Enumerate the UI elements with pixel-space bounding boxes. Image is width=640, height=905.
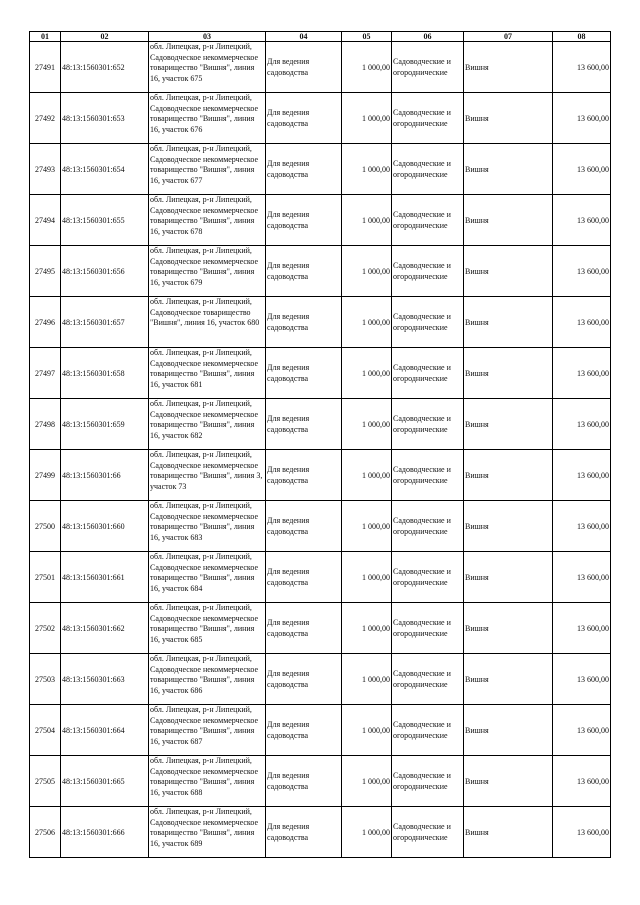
- address-cell: [149, 807, 266, 858]
- cadastral-value: 13 600,00: [577, 368, 609, 378]
- address: обл. Липецкая, р-н Липецкий, Садоводческое товарищество "Вишня", линия 16, участок 680: [150, 297, 260, 327]
- cadastral-number-cell: [61, 195, 149, 246]
- category-cell: [392, 246, 464, 297]
- area: 1 000,00: [362, 623, 390, 633]
- settlement-name-cell: [464, 93, 553, 144]
- cadastral-number-cell: [61, 807, 149, 858]
- cadastral-value: 13 600,00: [577, 470, 609, 480]
- settlement-name: Вишня: [465, 164, 489, 174]
- cadastral-number: 48:13:1560301:655: [62, 215, 125, 225]
- table-row: [30, 42, 611, 93]
- cadastral-number-cell: [61, 399, 149, 450]
- category: Садоводческие и огороднические: [393, 414, 451, 434]
- land-registry-table: [29, 31, 611, 858]
- cadastral-number-cell: [61, 501, 149, 552]
- category-cell: [392, 144, 464, 195]
- cadastral-number-cell: [61, 705, 149, 756]
- address-cell: [149, 348, 266, 399]
- cadastral-value: 13 600,00: [577, 113, 609, 123]
- address: обл. Липецкая, р-н Липецкий, Садоводческое некоммерческое товарищество "Вишня", линия 16, участок 685: [150, 603, 259, 644]
- cadastral-value-cell: [553, 654, 611, 705]
- cadastral-number-cell: [61, 450, 149, 501]
- area: 1 000,00: [362, 266, 390, 276]
- area-cell: [342, 297, 392, 348]
- cadastral-value-cell: [553, 450, 611, 501]
- permitted-use-cell: [266, 42, 342, 93]
- row-number-cell: [30, 195, 61, 246]
- address-cell: [149, 246, 266, 297]
- address-cell: [149, 42, 266, 93]
- cadastral-number-cell: [61, 348, 149, 399]
- category-cell: [392, 501, 464, 552]
- cadastral-number: 48:13:1560301:652: [62, 62, 125, 72]
- row-number: 27504: [35, 725, 55, 735]
- row-number-cell: [30, 348, 61, 399]
- row-number: 27506: [35, 827, 55, 837]
- address: обл. Липецкая, р-н Липецкий, Садоводческое некоммерческое товарищество "Вишня", линия 16, участок 682: [150, 399, 259, 440]
- table-row: [30, 501, 611, 552]
- settlement-name: Вишня: [465, 419, 489, 429]
- address: обл. Липецкая, р-н Липецкий, Садоводческое некоммерческое товарищество "Вишня", линия 3, участок 73: [150, 450, 263, 491]
- category-cell: [392, 195, 464, 246]
- table-row: [30, 450, 611, 501]
- permitted-use-cell: [266, 654, 342, 705]
- permitted-use: Для ведения садоводства: [267, 822, 310, 842]
- category-cell: [392, 705, 464, 756]
- settlement-name-cell: [464, 450, 553, 501]
- row-number: 27501: [35, 572, 55, 582]
- permitted-use: Для ведения садоводства: [267, 720, 310, 740]
- permitted-use: Для ведения садоводства: [267, 669, 310, 689]
- header-col-04: 04: [266, 32, 342, 42]
- address-cell: [149, 501, 266, 552]
- table-row: [30, 654, 611, 705]
- settlement-name: Вишня: [465, 827, 489, 837]
- area: 1 000,00: [362, 776, 390, 786]
- cadastral-number-cell: [61, 756, 149, 807]
- settlement-name: Вишня: [465, 725, 489, 735]
- cadastral-value-cell: [553, 42, 611, 93]
- permitted-use-cell: [266, 756, 342, 807]
- area: 1 000,00: [362, 674, 390, 684]
- cadastral-number: 48:13:1560301:659: [62, 419, 125, 429]
- table-row: [30, 195, 611, 246]
- table-row: [30, 348, 611, 399]
- category: Садоводческие и огороднические: [393, 57, 451, 77]
- area: 1 000,00: [362, 725, 390, 735]
- settlement-name: Вишня: [465, 470, 489, 480]
- area-cell: [342, 807, 392, 858]
- cadastral-value-cell: [553, 552, 611, 603]
- address-cell: [149, 654, 266, 705]
- category-cell: [392, 399, 464, 450]
- category: Садоводческие и огороднические: [393, 312, 451, 332]
- row-number: 27492: [35, 113, 55, 123]
- cadastral-number: 48:13:1560301:666: [62, 827, 125, 837]
- cadastral-value-cell: [553, 756, 611, 807]
- row-number-cell: [30, 756, 61, 807]
- permitted-use: Для ведения садоводства: [267, 108, 310, 128]
- settlement-name: Вишня: [465, 674, 489, 684]
- permitted-use-cell: [266, 399, 342, 450]
- area: 1 000,00: [362, 572, 390, 582]
- address-cell: [149, 195, 266, 246]
- area-cell: [342, 93, 392, 144]
- category: Садоводческие и огороднические: [393, 465, 451, 485]
- settlement-name-cell: [464, 144, 553, 195]
- permitted-use: Для ведения садоводства: [267, 567, 310, 587]
- category: Садоводческие и огороднические: [393, 261, 451, 281]
- header-col-07: 07: [464, 32, 553, 42]
- cadastral-number-cell: [61, 42, 149, 93]
- row-number: 27505: [35, 776, 55, 786]
- permitted-use: Для ведения садоводства: [267, 312, 310, 332]
- address: обл. Липецкая, р-н Липецкий, Садоводческое некоммерческое товарищество "Вишня", линия 16, участок 688: [150, 756, 259, 797]
- cadastral-number-cell: [61, 246, 149, 297]
- settlement-name: Вишня: [465, 113, 489, 123]
- area: 1 000,00: [362, 827, 390, 837]
- header-col-08: 08: [553, 32, 611, 42]
- address: обл. Липецкая, р-н Липецкий, Садоводческое некоммерческое товарищество "Вишня", линия 16, участок 681: [150, 348, 259, 389]
- cadastral-number-cell: [61, 552, 149, 603]
- area-cell: [342, 399, 392, 450]
- cadastral-value: 13 600,00: [577, 827, 609, 837]
- cadastral-number: 48:13:1560301:653: [62, 113, 125, 123]
- category-cell: [392, 42, 464, 93]
- permitted-use-cell: [266, 297, 342, 348]
- row-number-cell: [30, 807, 61, 858]
- cadastral-value: 13 600,00: [577, 164, 609, 174]
- category: Садоводческие и огороднические: [393, 108, 451, 128]
- category-cell: [392, 603, 464, 654]
- settlement-name: Вишня: [465, 62, 489, 72]
- area: 1 000,00: [362, 62, 390, 72]
- row-number: 27499: [35, 470, 55, 480]
- cadastral-number: 48:13:1560301:658: [62, 368, 125, 378]
- permitted-use-cell: [266, 705, 342, 756]
- cadastral-number: 48:13:1560301:661: [62, 572, 125, 582]
- permitted-use: Для ведения садоводства: [267, 618, 310, 638]
- cadastral-number: 48:13:1560301:663: [62, 674, 125, 684]
- cadastral-value-cell: [553, 501, 611, 552]
- category-cell: [392, 552, 464, 603]
- header-row: [30, 32, 611, 42]
- address: обл. Липецкая, р-н Липецкий, Садоводческое некоммерческое товарищество "Вишня", линия 16, участок 683: [150, 501, 259, 542]
- category: Садоводческие и огороднические: [393, 669, 451, 689]
- address: обл. Липецкая, р-н Липецкий, Садоводческое некоммерческое товарищество "Вишня", линия 16, участок 677: [150, 144, 259, 185]
- row-number-cell: [30, 93, 61, 144]
- settlement-name: Вишня: [465, 215, 489, 225]
- table-row: [30, 552, 611, 603]
- settlement-name: Вишня: [465, 776, 489, 786]
- permitted-use-cell: [266, 246, 342, 297]
- address-cell: [149, 603, 266, 654]
- address: обл. Липецкая, р-н Липецкий, Садоводческое некоммерческое товарищество "Вишня", линия 16, участок 689: [150, 807, 259, 848]
- cadastral-value: 13 600,00: [577, 266, 609, 276]
- category: Садоводческие и огороднические: [393, 822, 451, 842]
- address-cell: [149, 399, 266, 450]
- address: обл. Липецкая, р-н Липецкий, Садоводческое некоммерческое товарищество "Вишня", линия 16, участок 675: [150, 42, 259, 83]
- row-number-cell: [30, 144, 61, 195]
- cadastral-number: 48:13:1560301:665: [62, 776, 125, 786]
- row-number: 27494: [35, 215, 55, 225]
- cadastral-number: 48:13:1560301:664: [62, 725, 125, 735]
- cadastral-number: 48:13:1560301:660: [62, 521, 125, 531]
- row-number-cell: [30, 450, 61, 501]
- table-body: [30, 42, 611, 858]
- permitted-use-cell: [266, 144, 342, 195]
- address-cell: [149, 144, 266, 195]
- area-cell: [342, 348, 392, 399]
- row-number: 27496: [35, 317, 55, 327]
- settlement-name-cell: [464, 705, 553, 756]
- settlement-name-cell: [464, 501, 553, 552]
- table-row: [30, 399, 611, 450]
- area-cell: [342, 654, 392, 705]
- category: Садоводческие и огороднические: [393, 516, 451, 536]
- category: Садоводческие и огороднические: [393, 363, 451, 383]
- area-cell: [342, 450, 392, 501]
- address-cell: [149, 450, 266, 501]
- header-col-03: 03: [149, 32, 266, 42]
- settlement-name: Вишня: [465, 572, 489, 582]
- category-cell: [392, 450, 464, 501]
- area-cell: [342, 246, 392, 297]
- cadastral-value-cell: [553, 399, 611, 450]
- row-number: 27495: [35, 266, 55, 276]
- row-number: 27503: [35, 674, 55, 684]
- row-number: 27498: [35, 419, 55, 429]
- cadastral-value: 13 600,00: [577, 62, 609, 72]
- row-number-cell: [30, 552, 61, 603]
- cadastral-number-cell: [61, 297, 149, 348]
- cadastral-value: 13 600,00: [577, 572, 609, 582]
- row-number-cell: [30, 501, 61, 552]
- settlement-name: Вишня: [465, 623, 489, 633]
- table-row: [30, 807, 611, 858]
- category-cell: [392, 348, 464, 399]
- table-row: [30, 756, 611, 807]
- cadastral-value: 13 600,00: [577, 521, 609, 531]
- cadastral-value-cell: [553, 807, 611, 858]
- settlement-name-cell: [464, 195, 553, 246]
- permitted-use-cell: [266, 93, 342, 144]
- category: Садоводческие и огороднические: [393, 720, 451, 740]
- settlement-name-cell: [464, 246, 553, 297]
- settlement-name-cell: [464, 348, 553, 399]
- area: 1 000,00: [362, 368, 390, 378]
- address: обл. Липецкая, р-н Липецкий, Садоводческое некоммерческое товарищество "Вишня", линия 16, участок 687: [150, 705, 259, 746]
- cadastral-value: 13 600,00: [577, 674, 609, 684]
- settlement-name-cell: [464, 399, 553, 450]
- address: обл. Липецкая, р-н Липецкий, Садоводческое некоммерческое товарищество "Вишня", линия 16, участок 679: [150, 246, 259, 287]
- cadastral-number: 48:13:1560301:654: [62, 164, 125, 174]
- table-row: [30, 93, 611, 144]
- area: 1 000,00: [362, 470, 390, 480]
- row-number-cell: [30, 654, 61, 705]
- area-cell: [342, 195, 392, 246]
- address-cell: [149, 93, 266, 144]
- area-cell: [342, 552, 392, 603]
- cadastral-value-cell: [553, 297, 611, 348]
- area-cell: [342, 144, 392, 195]
- category: Садоводческие и огороднические: [393, 210, 451, 230]
- category-cell: [392, 654, 464, 705]
- header-col-05: 05: [342, 32, 392, 42]
- permitted-use: Для ведения садоводства: [267, 57, 310, 77]
- table-row: [30, 246, 611, 297]
- settlement-name-cell: [464, 654, 553, 705]
- settlement-name: Вишня: [465, 266, 489, 276]
- table-header: [30, 32, 611, 42]
- cadastral-number-cell: [61, 603, 149, 654]
- settlement-name-cell: [464, 807, 553, 858]
- area-cell: [342, 501, 392, 552]
- category: Садоводческие и огороднические: [393, 159, 451, 179]
- row-number-cell: [30, 603, 61, 654]
- category-cell: [392, 297, 464, 348]
- category: Садоводческие и огороднические: [393, 771, 451, 791]
- cadastral-value-cell: [553, 93, 611, 144]
- table-row: [30, 705, 611, 756]
- header-col-02: 02: [61, 32, 149, 42]
- permitted-use: Для ведения садоводства: [267, 261, 310, 281]
- address: обл. Липецкая, р-н Липецкий, Садоводческое некоммерческое товарищество "Вишня", линия 16, участок 676: [150, 93, 259, 134]
- settlement-name-cell: [464, 297, 553, 348]
- cadastral-value: 13 600,00: [577, 776, 609, 786]
- header-col-06: 06: [392, 32, 464, 42]
- address: обл. Липецкая, р-н Липецкий, Садоводческое некоммерческое товарищество "Вишня", линия 16, участок 684: [150, 552, 259, 593]
- cadastral-number: 48:13:1560301:662: [62, 623, 125, 633]
- category-cell: [392, 93, 464, 144]
- cadastral-value-cell: [553, 144, 611, 195]
- address-cell: [149, 552, 266, 603]
- permitted-use: Для ведения садоводства: [267, 210, 310, 230]
- cadastral-value: 13 600,00: [577, 317, 609, 327]
- row-number-cell: [30, 297, 61, 348]
- category: Садоводческие и огороднические: [393, 567, 451, 587]
- row-number: 27500: [35, 521, 55, 531]
- cadastral-value-cell: [553, 195, 611, 246]
- settlement-name-cell: [464, 603, 553, 654]
- table-row: [30, 297, 611, 348]
- row-number: 27497: [35, 368, 55, 378]
- address-cell: [149, 297, 266, 348]
- row-number: 27491: [35, 62, 55, 72]
- permitted-use: Для ведения садоводства: [267, 516, 310, 536]
- settlement-name-cell: [464, 756, 553, 807]
- permitted-use-cell: [266, 501, 342, 552]
- permitted-use: Для ведения садоводства: [267, 465, 310, 485]
- settlement-name-cell: [464, 552, 553, 603]
- cadastral-number: 48:13:1560301:66: [62, 470, 121, 480]
- table-row: [30, 144, 611, 195]
- settlement-name-cell: [464, 42, 553, 93]
- row-number: 27502: [35, 623, 55, 633]
- category-cell: [392, 807, 464, 858]
- area-cell: [342, 705, 392, 756]
- cadastral-number-cell: [61, 654, 149, 705]
- category-cell: [392, 756, 464, 807]
- area: 1 000,00: [362, 164, 390, 174]
- row-number-cell: [30, 399, 61, 450]
- address: обл. Липецкая, р-н Липецкий, Садоводческое некоммерческое товарищество "Вишня", линия 16, участок 686: [150, 654, 259, 695]
- permitted-use-cell: [266, 195, 342, 246]
- row-number-cell: [30, 246, 61, 297]
- cadastral-value-cell: [553, 603, 611, 654]
- cadastral-value-cell: [553, 246, 611, 297]
- permitted-use-cell: [266, 450, 342, 501]
- cadastral-number-cell: [61, 144, 149, 195]
- area: 1 000,00: [362, 215, 390, 225]
- cadastral-value: 13 600,00: [577, 419, 609, 429]
- permitted-use-cell: [266, 807, 342, 858]
- cadastral-number: 48:13:1560301:657: [62, 317, 125, 327]
- permitted-use: Для ведения садоводства: [267, 159, 310, 179]
- area-cell: [342, 756, 392, 807]
- row-number-cell: [30, 705, 61, 756]
- cadastral-number-cell: [61, 93, 149, 144]
- permitted-use: Для ведения садоводства: [267, 363, 310, 383]
- cadastral-value: 13 600,00: [577, 215, 609, 225]
- permitted-use-cell: [266, 603, 342, 654]
- permitted-use-cell: [266, 348, 342, 399]
- area: 1 000,00: [362, 521, 390, 531]
- cadastral-value-cell: [553, 705, 611, 756]
- cadastral-number: 48:13:1560301:656: [62, 266, 125, 276]
- row-number: 27493: [35, 164, 55, 174]
- address: обл. Липецкая, р-н Липецкий, Садоводческое некоммерческое товарищество "Вишня", линия 16, участок 678: [150, 195, 259, 236]
- area-cell: [342, 42, 392, 93]
- permitted-use: Для ведения садоводства: [267, 414, 310, 434]
- area: 1 000,00: [362, 419, 390, 429]
- cadastral-value: 13 600,00: [577, 725, 609, 735]
- area: 1 000,00: [362, 317, 390, 327]
- cadastral-value: 13 600,00: [577, 623, 609, 633]
- table-row: [30, 603, 611, 654]
- area: 1 000,00: [362, 113, 390, 123]
- area-cell: [342, 603, 392, 654]
- settlement-name: Вишня: [465, 368, 489, 378]
- category: Садоводческие и огороднические: [393, 618, 451, 638]
- row-number-cell: [30, 42, 61, 93]
- settlement-name: Вишня: [465, 317, 489, 327]
- cadastral-value-cell: [553, 348, 611, 399]
- address-cell: [149, 756, 266, 807]
- header-col-01: 01: [30, 32, 61, 42]
- address-cell: [149, 705, 266, 756]
- permitted-use-cell: [266, 552, 342, 603]
- settlement-name: Вишня: [465, 521, 489, 531]
- permitted-use: Для ведения садоводства: [267, 771, 310, 791]
